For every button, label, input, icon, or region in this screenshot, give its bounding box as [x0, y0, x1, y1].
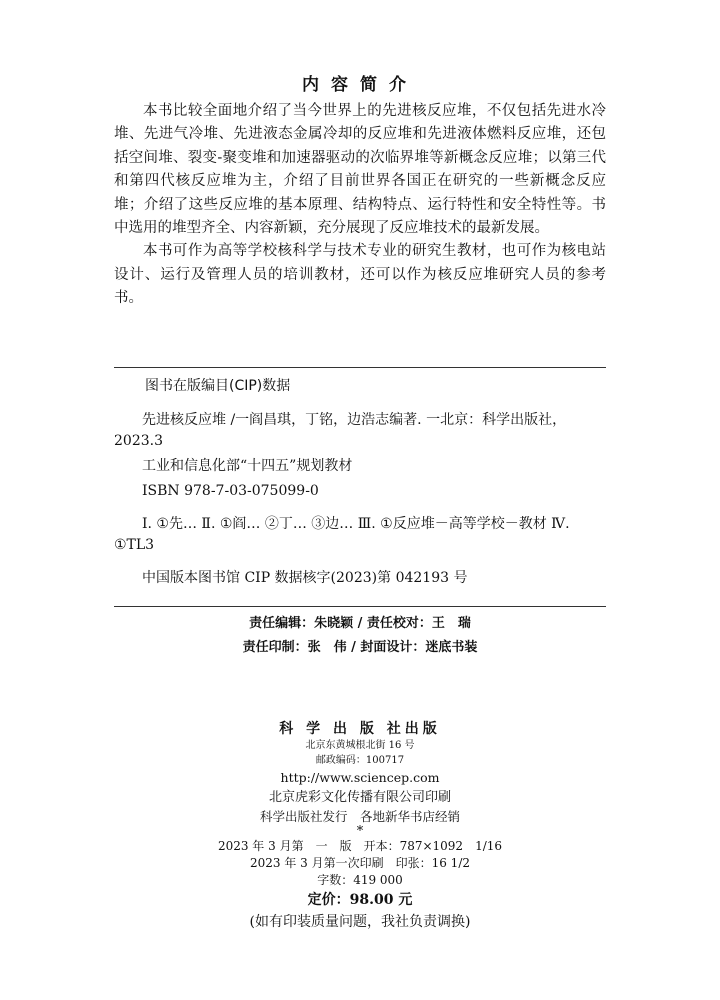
- cip-heading: 图书在版编目(CIP)数据: [145, 378, 291, 394]
- cip-classification: Ⅰ. ①先… Ⅱ. ①阎… ②丁… ③边… Ⅲ. ①反应堆－高等学校－教材 Ⅳ. ①TL3: [114, 516, 570, 553]
- distribution: 科学出版社发行 各地新华书店经销: [259, 809, 460, 824]
- intro-paragraph-1: 本书比较全面地介绍了当今世界上的先进核反应堆，不仅包括先进水冷堆、先进气冷堆、先进液态金属冷却的反应堆和先进液体燃料反应堆，还包括空间堆、裂变-聚变堆和加速器驱动的次临界堆等新概念反应堆；以第三代和第四代核反应堆为主，介绍了目前世界各国正在研究的一些新概念反应堆；介绍了这些反应堆的基本原理、结构特点、运行特性和安全特性等。书中选用的堆型齐全、内容新颖，充分展现了反应堆技术的最新发展。: [114, 103, 606, 237]
- publisher-name: 科 学 出 版 社出版: [279, 721, 441, 737]
- word-count: 字数：419 000: [317, 873, 403, 887]
- publisher-block: [0, 718, 720, 933]
- printer-name: 北京虎彩文化传播有限公司印刷: [268, 790, 451, 805]
- separator-star: *: [356, 824, 364, 839]
- intro-paragraph-2: 本书可作为高等学校核科学与技术专业的研究生教材，也可作为核电站设计、运行及管理人员的培训教材，还可以作为核反应堆研究人员的参考书。: [114, 243, 606, 307]
- cip-top-rule: [114, 367, 606, 368]
- cip-record: 中国版本图书馆 CIP 数据核字(2023)第 042193 号: [142, 570, 468, 586]
- cip-isbn: ISBN 978-7-03-075099-0: [142, 483, 319, 499]
- intro-title: 内容简介: [302, 75, 418, 95]
- cip-block: [114, 410, 606, 593]
- publisher-url: http://www.sciencep.com: [280, 770, 440, 785]
- staff-editors: 责任编辑：朱晓颖 / 责任校对：王 瑞: [249, 616, 471, 631]
- cip-bottom-rule: [114, 606, 606, 607]
- staff-production: 责任印制：张 伟 / 封面设计：迷底书装: [242, 640, 478, 655]
- cip-entry: 先进核反应堆 /一阎昌琪，丁铭，边浩志编著. 一北京：科学出版社，2023.3: [114, 412, 567, 449]
- printing-info: 2023 年 3 月第一次印刷 印张：16 1/2: [249, 856, 470, 870]
- intro-text: [114, 100, 606, 311]
- edition-info: 2023 年 3 月第 一 版 开本：787×1092 1/16: [217, 839, 503, 853]
- price: 定价：98.00 元: [307, 892, 413, 908]
- cip-series: 工业和信息化部“十四五”规划教材: [142, 458, 353, 474]
- publisher-address: 北京东黄城根北街 16 号: [305, 740, 415, 751]
- quality-note: (如有印装质量问题，我社负责调换): [249, 914, 471, 930]
- publisher-postcode: 邮政编码：100717: [315, 755, 405, 766]
